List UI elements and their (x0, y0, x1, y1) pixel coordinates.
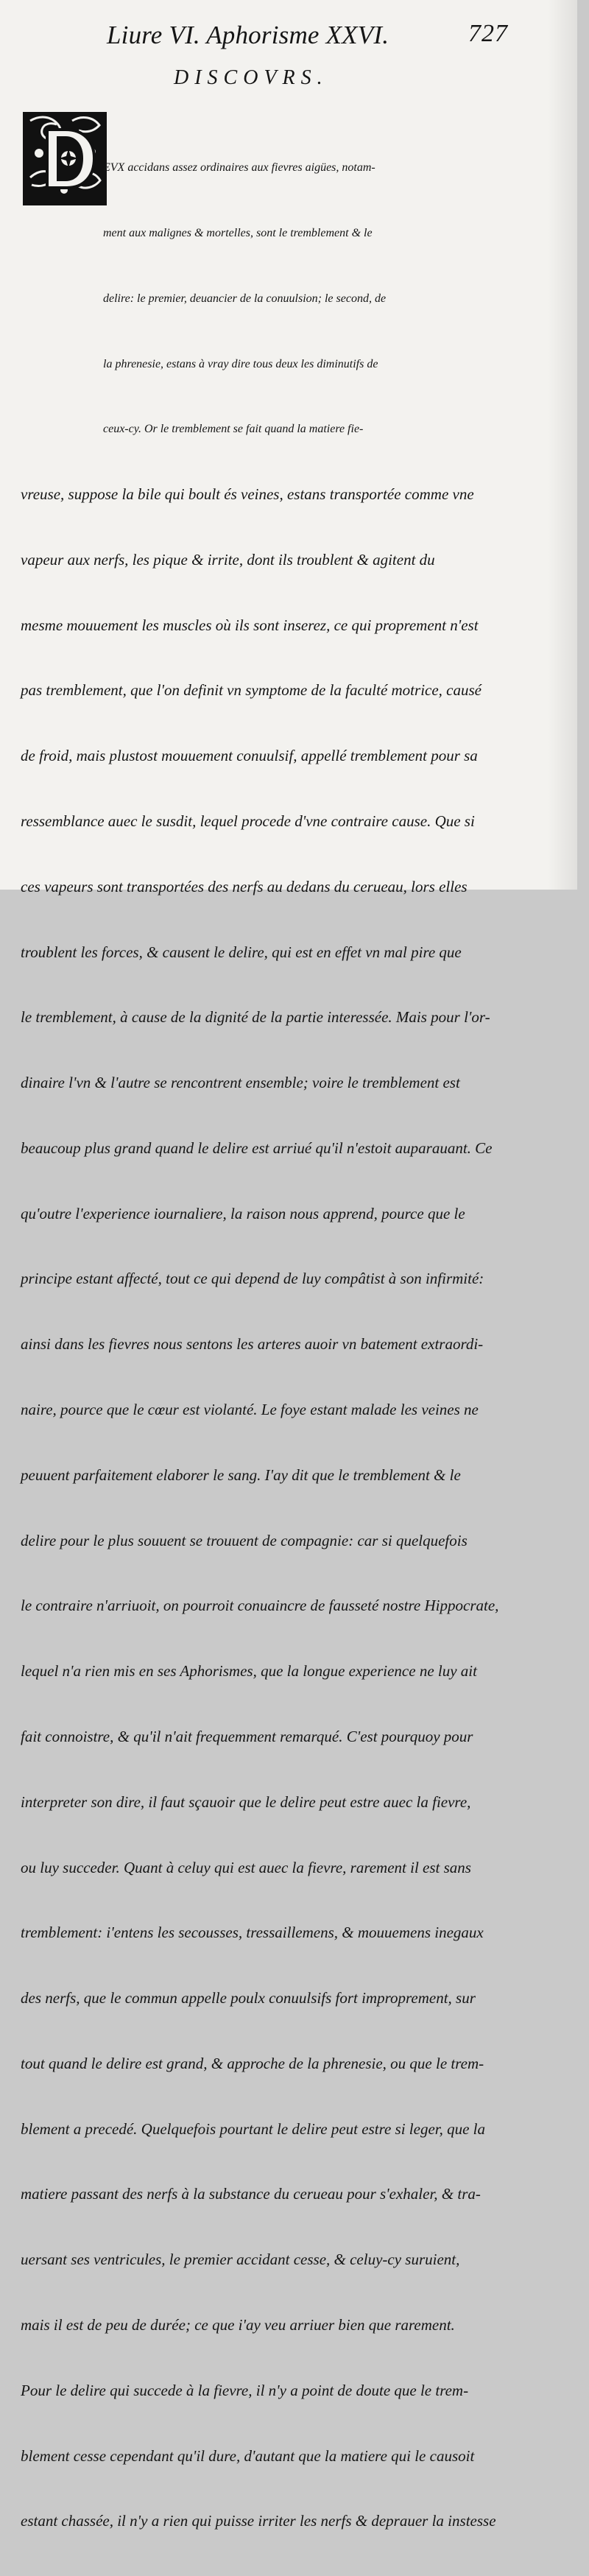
text-line: ressemblance auec le susdit, lequel procede d'vne contraire cause. Que si (21, 812, 475, 830)
text-line: lequel n'a rien mis en ses Aphorismes, que la longue experience ne luy ait (21, 1662, 477, 1681)
text-line: matiere passant des nerfs à la substance du cerueau pour s'exhaler, & tra- (21, 2185, 481, 2203)
text-line: ou luy succeder. Quant à celuy qui est auec la fievre, rarement il est sans (21, 1858, 471, 1876)
page-number: 727 (468, 20, 508, 47)
text-line: blement a precedé. Quelquefois pourtant le delire peut estre si leger, que la (21, 2119, 486, 2138)
text-line: blement cesse cependant qu'il dure, d'autant que la matiere qui le causoit (21, 2446, 475, 2465)
text-line: vreuse, suppose la bile qui boult és veines, estans transportée comme vne (21, 485, 474, 504)
text-line: principe estant affecté, tout ce qui depend de luy compâtist à son infirmité: (21, 1270, 484, 1288)
text-line: naire, pource que le cœur est violanté. Le foye estant malade les veines ne (21, 1401, 479, 1419)
text-line: des nerfs, que le commun appelle poulx conuulsifs fort improprement, sur (21, 1989, 476, 2007)
text-line: estant chassée, il n'y a rien qui puisse irriter les nerfs & deprauer la instesse (21, 2512, 496, 2530)
text-line: qu'outre l'experience iournaliere, la raison nous apprend, pource que le (21, 1204, 465, 1222)
text-line: mais il est de peu de durée; ce que i'ay veu arriuer bien que rarement. (21, 2315, 455, 2334)
page-header (107, 15, 508, 49)
text-line: troublent les forces, & causent le delire, qui est en effet vn mal pire que (21, 943, 462, 961)
text-line: delire pour le plus souuent se trouuent de compagnie: car si quelquefois (21, 1531, 468, 1549)
text-line: la phrenesie, estans à vray dire tous deux les diminutifs de (103, 357, 378, 370)
text-line: le tremblement, à cause de la dignité de la partie interessée. Mais pour l'or- (21, 1008, 490, 1027)
text-line: ment aux malignes & mortelles, sont le tremblement & le (103, 226, 373, 239)
text-line: tremblement: i'entens les secousses, tressaillemens, & mouuemens inegaux (21, 1924, 484, 1942)
text-line: delire: le premier, deuancier de la conuulsion; le second, de (103, 292, 387, 305)
text-line: tout quand le delire est grand, & approche de la phrenesie, ou que le trem- (21, 2054, 484, 2072)
text-line: Pour le delire qui succede à la fievre, il n'y a point de doute que le trem- (21, 2381, 469, 2399)
section-title: DISCOVRS. (174, 66, 328, 89)
text-line: uersant ses ventricules, le premier accidant cesse, & celuy-cy suruient, (21, 2251, 460, 2269)
text-line: de froid, mais plustost mouuement conuulsif, appellé tremblement pour sa (21, 747, 478, 765)
body-text (21, 113, 514, 2576)
text-line: vapeur aux nerfs, les pique & irrite, dont ils troublent & agitent du (21, 550, 435, 569)
text-line: dinaire l'vn & l'autre se rencontrent ensemble; voire le tremblement est (21, 1074, 460, 1092)
text-line: mesme mouuement les muscles où ils sont inserez, ce qui proprement n'est (21, 616, 479, 634)
text-line: ceux-cy. Or le tremblement se fait quand la matiere fie- (103, 423, 364, 436)
text-line: ces vapeurs sont transportées des nerfs au dedans du cerueau, lors elles (21, 877, 468, 895)
text-line: peuuent parfaitement elaborer le sang. I'ay dit que le tremblement & le (21, 1465, 461, 1484)
running-head: Liure VI. Aphorisme XXVI. (107, 21, 389, 49)
text-line: pas tremblement, que l'on definit vn symptome de la faculté motrice, causé (21, 681, 482, 700)
text-line: EVX accidans assez ordinaires aux fievres aigües, notam- (103, 161, 375, 175)
text-line: fait connoistre, & qu'il n'ait frequemment remarqué. C'est pourquoy pour (21, 1727, 473, 1745)
text-line: beaucoup plus grand quand le delire est arriué qu'il n'estoit auparauant. Ce (21, 1139, 493, 1157)
text-line: interpreter son dire, il faut sçauoir que le delire peut estre auec la fievre, (21, 1792, 471, 1811)
text-line: ainsi dans les fievres nous sentons les arteres auoir vn batement extraordi- (21, 1335, 484, 1354)
text-line: le contraire n'arriuoit, on pourroit conuaincre de fausseté nostre Hippocrate, (21, 1597, 499, 1615)
